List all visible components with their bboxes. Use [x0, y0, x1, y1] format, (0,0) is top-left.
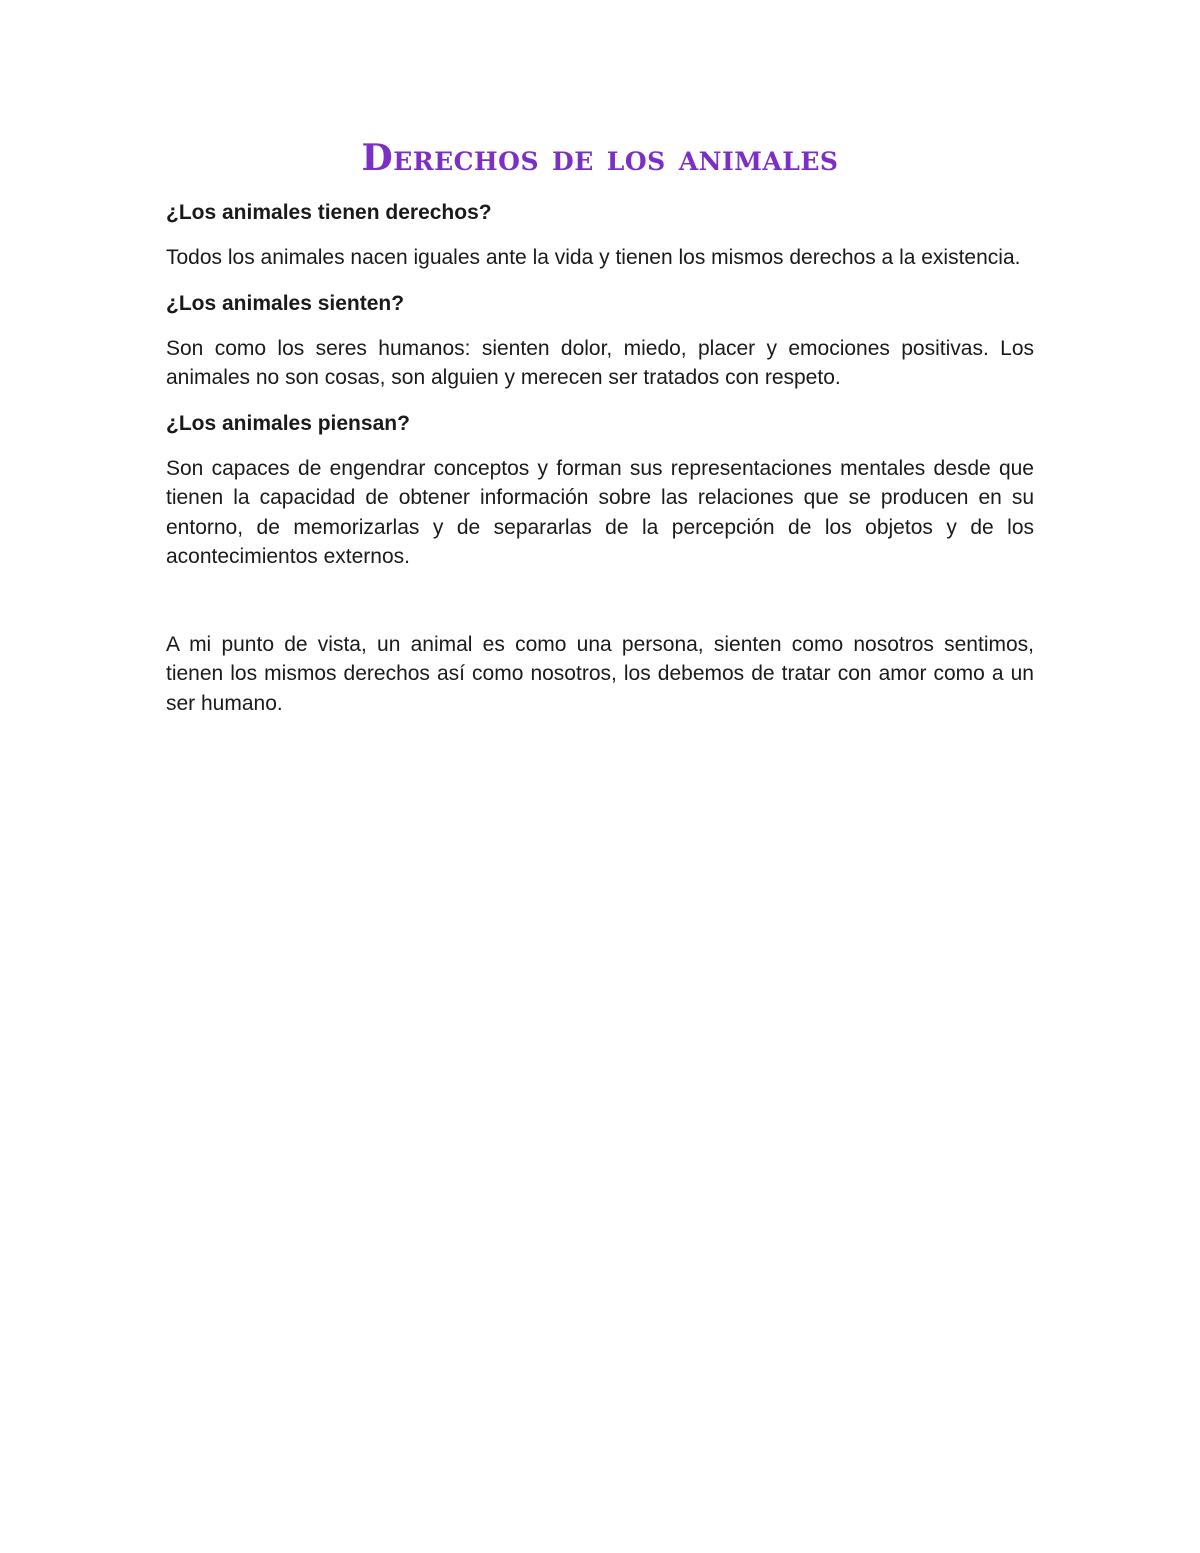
answer-paragraph: Son capaces de engendrar conceptos y forman sus representaciones mentales desde que tienen la capacidad de obtener información sobre las relaciones que se producen en su entorno, de memorizarlas y de separarlas de la percepción de los objetos y de los acontecimientos externos. [166, 456, 1034, 568]
document-body [166, 138, 1034, 734]
answer-paragraph: Todos los animales nacen iguales ante la vida y tienen los mismos derechos a la existencia. [166, 246, 1021, 269]
question-heading: ¿Los animales tienen derechos? [166, 201, 492, 224]
answer-paragraph: Son como los seres humanos: sienten dolor, miedo, placer y emociones positivas. Los animales no son cosas, son alguien y merecen ser tratados con respeto. [166, 336, 1034, 389]
question-heading: ¿Los animales piensan? [166, 411, 410, 435]
paragraph-spacer [166, 588, 1034, 630]
conclusion-paragraph: A mi punto de vista, un animal es como una persona, sienten como nosotros sentimos, tienen los mismos derechos así como nosotros, los debemos de tratar con amor como a un ser humano. [166, 632, 1034, 715]
document-title: Derechos de los animales [361, 137, 839, 179]
question-heading: ¿Los animales sienten? [166, 291, 405, 315]
